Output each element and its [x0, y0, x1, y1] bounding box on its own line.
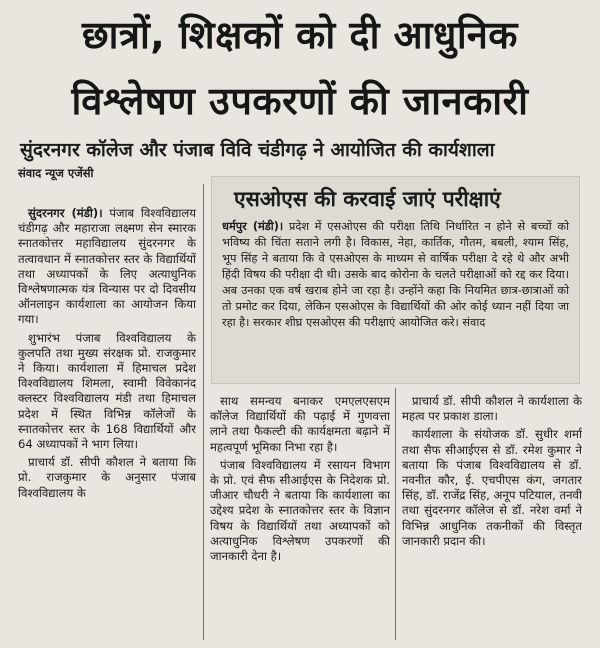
article-column-2 [210, 394, 390, 642]
sidebar-story-title: एसओएस की करवाई जाएं परीक्षाएं [234, 187, 501, 211]
headline-line-1: छात्रों, शिक्षकों को दी आधुनिक [82, 13, 518, 57]
article-para-5: पंजाब विश्वविद्यालय में रसायन विभाग के प्रो. एवं सैफ सीआईएस के निदेशक प्रो. जीआर चौधरी ने बताया कि कार्यशाला का उद्देश्य प्रदेश के स्नातकोत्तर स्तर के विज्ञान विषय के विद्यार्थियों तथा अध्यापकों को अत्याधुनिक विश्लेषण उपकरणों की जानकारी देना है। [210, 457, 390, 564]
article-para-2: शुभारंभ पंजाब विश्वविद्यालय के कुलपति तथा मुख्य संरक्षक प्रो. राजकुमार ने किया। कार्यशाला में हिमाचल प्रदेश विश्वविद्यालय शिमला, स्वामी विवेकानंद क्लस्टर विश्वविद्यालय मंडी तथा हिमाचल प्रदेश में स्थित विभिन्न कॉलेजों के स्नातकोत्तर स्तर के 168 विद्यार्थियों और 64 अध्यापकों ने भाग लिया। [18, 330, 196, 452]
sidebar-story-text: प्रदेश में एसओएस की परीक्षा तिथि निर्धारित न होने से बच्चों को भविष्य की चिंता सताने लगी है। विकास, नेहा, कार्तिक, गौतम, बबली, श्याम सिंह, भूप सिंह ने बताया कि वे एसओएस के माध्यम से वार्षिक परीक्षा दे रहे थे और अभी हिंदी विषय की परीक्षा दी थी। उसके बाद कोरोना के चलते परीक्षाओं को रद्द कर दिया। अब उनका एक वर्ष खराब होने जा रहा है। उन्होंने कहा कि नियमित छात्र-छात्राओं को तो प्रमोट कर दिया, लेकिन एसओएस के विद्यार्थियों की ओर कोई ध्यान नहीं दिया जा रहा है। सरकार शीघ्र एसओएस की परीक्षाएं आयोजित करे। संवाद [222, 220, 569, 329]
article-para-7: कार्यशाला के संयोजक डॉ. सुधीर शर्मा तथा सैफ सीआईएस से डॉ. रमेश कुमार ने बताया कि पंजाब विश्वविद्यालय से डॉ. नवनीत कौर, ई. एचपीएस कंग, जगतार सिंह, डॉ. राजेंद्र सिंह, अनूप पटियाल, तनवी तथा सुंदरनगर कॉलेज से डॉ. नरेश वर्मा ने विभिन्न आधुनिक तकनीकों की विस्तृत जानकारी प्रदान की। [402, 427, 582, 548]
article-para-6: प्राचार्य डॉ. सीपी कौशल ने कार्यशाला के महत्व पर प्रकाश डाला। [402, 394, 582, 424]
article-column-3 [402, 394, 582, 642]
headline-line-2: विश्लेषण उपकरणों की जानकारी [71, 79, 529, 123]
sidebar-story-box [211, 176, 580, 384]
article-column-1 [18, 206, 196, 642]
para-1-text: पंजाब विश्वविद्यालय चंडीगढ़ और महाराजा लक्ष्मण सेन स्मारक स्नातकोत्तर महाविद्यालय सुंदरनगर के तत्वावधान में स्नातकोत्तर स्तर के विद्यार्थियों तथा अध्यापकों के लिए अत्याधुनिक विश्लेषणात्मक यंत्र विन्यास पर दो दिवसीय ऑनलाइन कार्यशाला का आयोजन किया गया। [18, 206, 196, 327]
dateline: सुंदरनगर (मंडी)। [28, 206, 103, 220]
article-para-4: साथ समन्वय बनाकर एमएलएसएम कॉलेज विद्यार्थियों की पढ़ाई में गुणवत्ता लाने तथा फैकल्टी की कार्यक्षमता बढ़ाने में महत्वपूर्ण भूमिका निभा रहा है। [210, 394, 390, 454]
agency-byline: संवाद न्यूज एजेंसी [18, 166, 94, 180]
article-para-1 [18, 206, 196, 328]
column-rule-2 [395, 388, 396, 640]
article-para-3: प्राचार्य डॉ. सीपी कौशल ने बताया कि प्रो. राजकुमार के अनुसार पंजाब विश्वविद्यालय के [18, 455, 196, 500]
column-rule-1 [203, 184, 204, 640]
sidebar-story-body [222, 219, 569, 331]
sidebar-dateline: धर्मपुर (मंडी)। [222, 220, 284, 233]
subheadline: सुंदरनगर कॉलेज और पंजाब विवि चंडीगढ़ ने आयोजित की कार्यशाला [20, 139, 495, 161]
